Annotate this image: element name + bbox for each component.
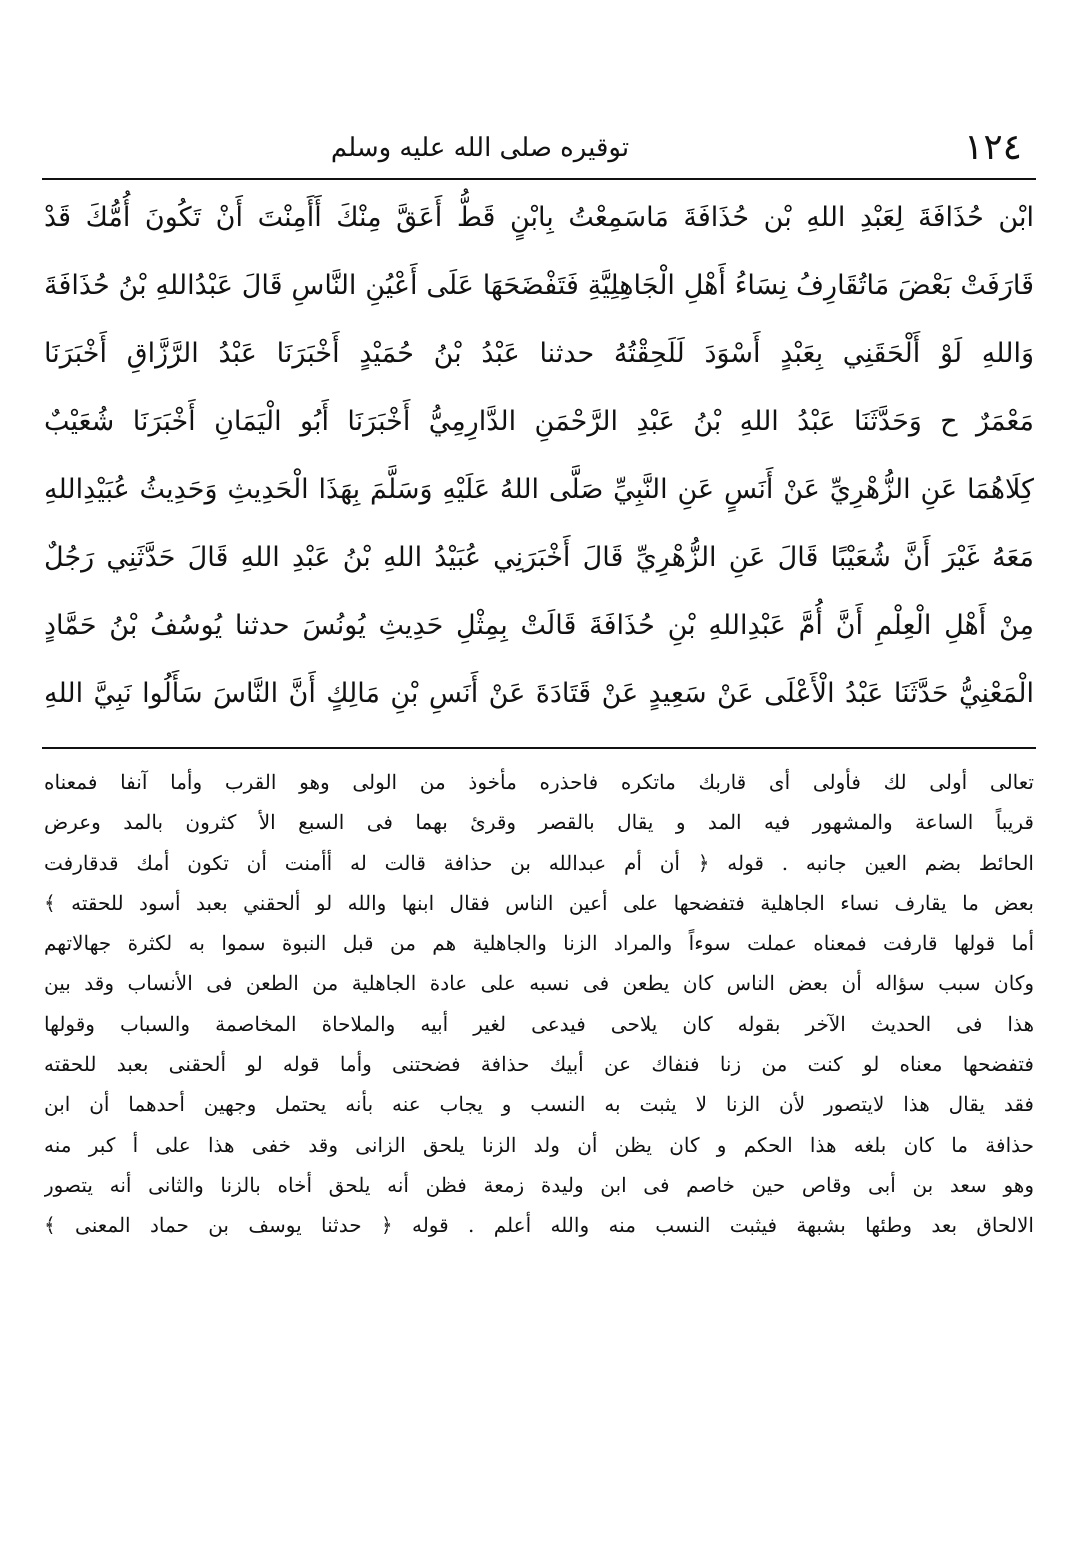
hadith-text-block	[44, 184, 1034, 728]
commentary-line: أما قولها قارفت فمعناه عملت سوءاً والمراد الزنا والجاهلية هم من قبل النبوة سموا به لكثرة جهالاتهم	[44, 931, 1034, 956]
commentary-line: فقد يقال هذا لايتصور لأن الزنا لا يثبت به النسب و يجاب عنه بأنه يحتمل وجهين أحدهما أن ابن	[44, 1092, 1034, 1117]
commentary-line: هذا فى الحديث الآخر بقوله كان يلاحى فيدعى لغير أبيه والملاحاة المخاصمة والسباب وقولها	[44, 1011, 1034, 1036]
hadith-line: مَعَهُ غَيْرَ أَنَّ شُعَيْبًا قَالَ عَنِ الزُّهْرِيِّ قَالَ أَخْبَرَنِي عُبَيْدُ اللهِ بْنُ عَبْدِ اللهِ قَالَ حَدَّثَنِي رَجُلٌ	[44, 542, 1034, 573]
commentary-line: الحائط بضم العين جانبه . قوله ﴿ أن أم عبدالله بن حذافة قالت له أأمنت أن تكون أمك قدقارفت	[44, 850, 1034, 875]
commentary-line: الالحاق بعد وطئها بشبهة فيثبت النسب منه والله أعلم . قوله ﴿ حدثنا يوسف بن حماد المعنى ﴾	[44, 1213, 1034, 1238]
page-number: ١٢٤	[963, 127, 1022, 168]
hadith-line: مَعْمَرٌ ح وَحَدَّثَنَا عَبْدُ اللهِ بْنُ عَبْدِ الرَّحْمَنِ الدَّارِمِيُّ أَخْبَرَنَا أَبُو الْيَمَانِ أَخْبَرَنَا شُعَيْبٌ	[44, 406, 1034, 437]
section-divider	[42, 747, 1036, 749]
commentary-text-block	[44, 762, 1034, 1246]
commentary-line: وهو سعد بن أبى وقاص حين خاصم فى ابن وليدة زمعة فظن أنه يلحق أخاه بالزنا والثانى أنه يتصور	[44, 1172, 1034, 1197]
running-title: توقيره صلى الله عليه وسلم	[330, 133, 630, 163]
hadith-line: قَارَفَتْ بَعْضَ مَاتُقَارِفُ نِسَاءُ أَهْلِ الْجَاهِلِيَّةِ فَتَفْضَحَهَا عَلَى أَعْيُنِ النَّاسِ قَالَ عَبْدُاللهِ بْنُ حُذَافَةَ	[44, 270, 1034, 301]
commentary-line: حذافة ما كان بلغه هذا الحكم و كان يظن أن ولد الزنا يلحق الزانى وقد خفى هذا على أ كبر منه	[44, 1132, 1034, 1157]
hadith-line: الْمَعْنِيُّ حَدَّثَنَا عَبْدُ الْأَعْلَى عَنْ سَعِيدٍ عَنْ قَتَادَةَ عَنْ أَنَسِ بْنِ مَالِكٍ أَنَّ النَّاسَ سَأَلُوا نَبِيَّ اللهِ	[44, 678, 1034, 709]
hadith-line: ابْن حُذَافَةَ لِعَبْدِ اللهِ بْن حُذَافَةَ مَاسَمِعْتُ بِابْنٍ قَطُّ أَعَقَّ مِنْكَ أَأَمِنْتَ أَنْ تَكُونَ أُمُّكَ قَدْ	[44, 202, 1034, 233]
commentary-line: بعض ما يقارف نساء الجاهلية فتفضحها على أعين الناس فقال ابنها والله لو ألحقني بعبد أسود للحقته ﴾	[44, 890, 1034, 915]
commentary-line: فتفضحها معناه لو كنت من زنا فنفاك عن أبيك حذافة فضحتنى وأما قوله لو ألحقنى بعبد للحقته	[44, 1052, 1034, 1077]
commentary-line: تعالى أولى لك فأولى أى قاربك ماتكره فاحذره مأخوذ من الولى وهو القرب وأما آنفا فمعناه	[44, 770, 1034, 794]
header-rule	[42, 178, 1036, 180]
hadith-line: وَاللهِ لَوْ أَلْحَقَنِي بِعَبْدٍ أَسْوَدَ لَلَحِقْتُهُ حدثنا عَبْدُ بْنُ حُمَيْدٍ أَخْبَرَنَا عَبْدُ الرَّزَّاقِ أَخْبَرَنَا	[44, 338, 1034, 369]
hadith-line: مِنْ أَهْلِ الْعِلْمِ أَنَّ أُمَّ عَبْدِاللهِ بْنِ حُذَافَةَ قَالَتْ بِمِثْلِ حَدِيثِ يُونُسَ حدثنا يُوسُفُ بْنُ حَمَّادٍ	[44, 610, 1034, 641]
commentary-line: قريباً الساعة والمشهور فيه المد و يقال بالقصر وقرئ بهما فى السبع الأ كثرون بالمد وعرض	[44, 810, 1034, 835]
page-header	[40, 126, 1040, 176]
hadith-line: كِلَاهُمَا عَنِ الزُّهْرِيِّ عَنْ أَنَسٍ عَنِ النَّبِيِّ صَلَّى اللهُ عَلَيْهِ وَسَلَّمَ بِهَذَا الْحَدِيثِ وَحَدِيثُ عُبَيْدِاللهِ	[44, 474, 1034, 505]
commentary-line: وكان سبب سؤاله أن بعض الناس كان يطعن فى نسبه على عادة الجاهلية من الطعن فى الأنساب وقد بين	[44, 971, 1034, 996]
